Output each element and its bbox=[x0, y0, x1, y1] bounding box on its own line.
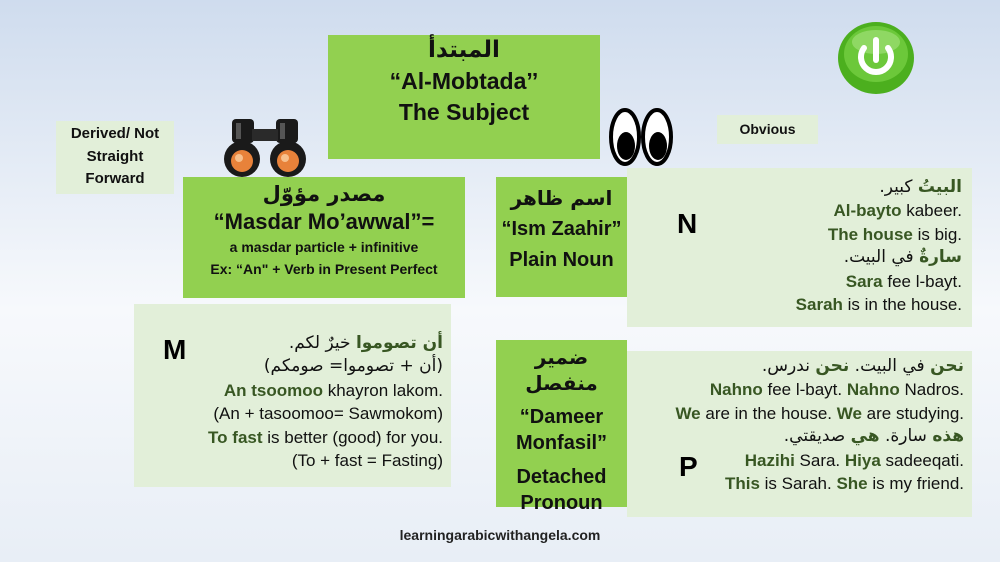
dameer-english-1: Detached bbox=[516, 466, 607, 488]
title-english: The Subject bbox=[398, 99, 530, 126]
examples-p-box bbox=[627, 351, 972, 517]
ism-zaahir-box bbox=[496, 177, 627, 297]
masdar-box bbox=[183, 177, 465, 298]
masdar-arabic: مصدر مؤوّل bbox=[262, 182, 386, 206]
dameer-arabic: ضمير منفصل bbox=[525, 345, 598, 395]
example-m-line1: أن تصوموا خيرٌ لكم. bbox=[288, 333, 443, 353]
masdar-desc1: a masdar particle + infinitive bbox=[229, 238, 419, 255]
dameer-box bbox=[496, 340, 627, 514]
example-p-line4: هذه سارة. هي صديقتي. bbox=[783, 426, 964, 447]
example-m-line2: (أن + تصوموا= صومكم) bbox=[263, 356, 443, 377]
examples-n-box bbox=[627, 168, 972, 327]
example-m-line3: An tsoomoo khayron lakom. bbox=[223, 380, 443, 400]
letter-p: P bbox=[679, 451, 698, 482]
ism-translit: “Ism Zaahir” bbox=[501, 218, 622, 240]
eyes-icon bbox=[608, 106, 674, 168]
ism-english: Plain Noun bbox=[509, 249, 614, 271]
title-translit: “Al-Mobtada’’ bbox=[389, 68, 539, 95]
example-m-line4: (An + tasoomoo= Sawmokom) bbox=[213, 404, 443, 424]
example-n-line3: The house is big. bbox=[827, 224, 962, 244]
binoculars-icon bbox=[222, 117, 310, 179]
title-box bbox=[328, 35, 600, 159]
power-button-icon[interactable] bbox=[836, 20, 916, 96]
example-p-line5: Hazihi Sara. Hiya sadeeqati. bbox=[744, 450, 964, 470]
obvious-label: Obvious bbox=[717, 115, 818, 144]
example-n-line6: Sarah is in the house. bbox=[795, 295, 962, 315]
title-arabic: المبتدأ bbox=[428, 37, 500, 63]
dameer-translit-1: “Dameer bbox=[519, 406, 604, 428]
example-p-line1: نحن في البيت. نحن ندرس. bbox=[761, 356, 964, 376]
ism-arabic: اسم ظاهر bbox=[510, 186, 613, 210]
dameer-english-2: Pronoun bbox=[520, 492, 603, 514]
example-n-line1: البيتُ كبير. bbox=[879, 177, 962, 197]
derived-label: Derived/ Not Straight Forward bbox=[56, 121, 174, 194]
letter-m: M bbox=[163, 334, 187, 365]
example-n-line5: Sara fee l-bayt. bbox=[845, 271, 962, 291]
letter-n: N bbox=[677, 208, 698, 239]
example-m-line6: (To + fast = Fasting) bbox=[291, 451, 443, 471]
masdar-translit: “Masdar Mo’awwal”= bbox=[213, 209, 435, 235]
example-p-line3: We are in the house. We are studying. bbox=[675, 403, 964, 423]
example-p-line6: This is Sarah. She is my friend. bbox=[724, 474, 964, 494]
example-n-line4: سارةٌ في البيت. bbox=[843, 247, 962, 268]
example-n-line2: Al-bayto kabeer. bbox=[833, 201, 962, 221]
example-p-line2: Nahno fee l-bayt. Nahno Nadros. bbox=[709, 380, 964, 400]
dameer-translit-2: Monfasil” bbox=[515, 432, 608, 454]
examples-m-box bbox=[134, 304, 451, 487]
masdar-desc2: Ex: “An" + Verb in Present Perfect bbox=[210, 260, 438, 277]
example-m-line5: To fast is better (good) for you. bbox=[208, 427, 443, 447]
footer-website: learningarabicwithangela.com bbox=[399, 527, 601, 543]
